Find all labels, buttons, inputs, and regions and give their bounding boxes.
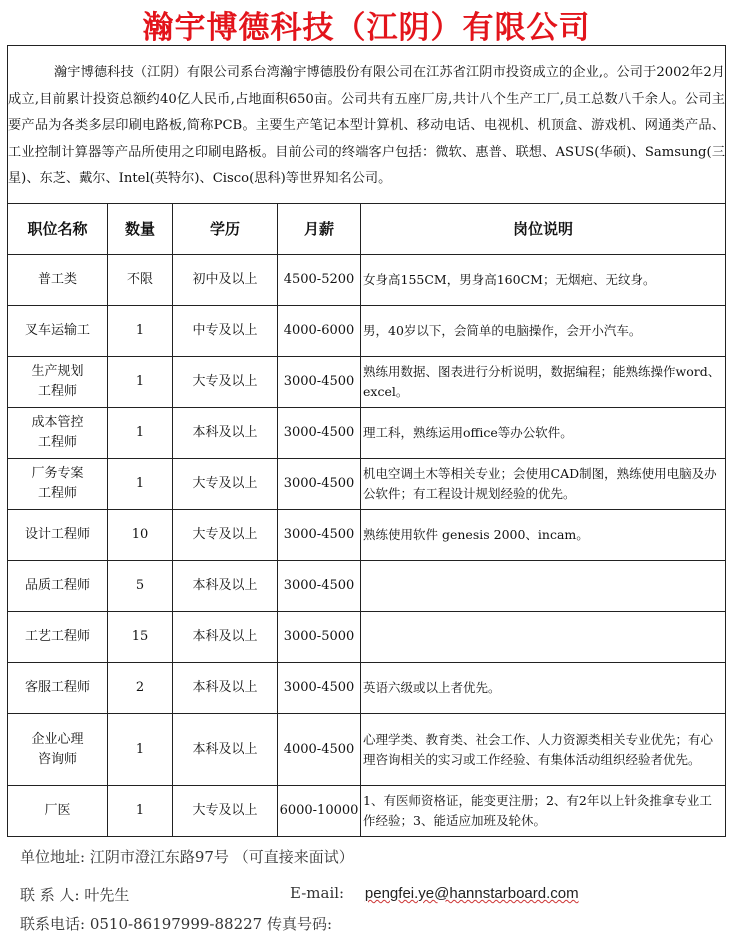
header-description: 岗位说明 (361, 204, 726, 255)
email-label: E-mail: (290, 884, 345, 902)
address-value: 江阴市澄江东路97号 （可直接来面试） (89, 848, 354, 866)
cell-description: 男，40岁以下，会简单的电脑操作，会开小汽车。 (361, 306, 726, 357)
cell-quantity: 1 (108, 357, 173, 408)
table-row (8, 612, 726, 663)
header-education: 学历 (173, 204, 278, 255)
header-quantity: 数量 (108, 204, 173, 255)
contact-line (20, 884, 579, 905)
cell-education: 本科及以上 (173, 612, 278, 663)
contact-value: 叶先生 (84, 886, 130, 904)
header-salary: 月薪 (278, 204, 361, 255)
cell-position: 生产规划工程师 (8, 357, 108, 408)
table-row (8, 306, 726, 357)
cell-education: 中专及以上 (173, 306, 278, 357)
cell-salary: 3000-4500 (278, 510, 361, 561)
header-position: 职位名称 (8, 204, 108, 255)
table-row (8, 714, 726, 786)
contact-label: 联 系 人: (20, 886, 80, 904)
cell-position: 叉车运输工 (8, 306, 108, 357)
cell-salary: 4000-4500 (278, 714, 361, 786)
cell-quantity: 2 (108, 663, 173, 714)
cell-position: 客服工程师 (8, 663, 108, 714)
phone-value: 0510-86197999-88227 (89, 915, 263, 933)
phone-line (20, 913, 332, 934)
cell-education: 本科及以上 (173, 561, 278, 612)
cell-education: 本科及以上 (173, 663, 278, 714)
table-row (8, 357, 726, 408)
cell-salary: 3000-4500 (278, 459, 361, 510)
cell-quantity: 5 (108, 561, 173, 612)
cell-salary: 6000-10000 (278, 786, 361, 837)
table-row (8, 663, 726, 714)
cell-quantity: 15 (108, 612, 173, 663)
cell-education: 大专及以上 (173, 510, 278, 561)
cell-quantity: 1 (108, 408, 173, 459)
cell-description: 理工科，熟练运用office等办公软件。 (361, 408, 726, 459)
cell-position: 厂务专案工程师 (8, 459, 108, 510)
cell-position: 厂医 (8, 786, 108, 837)
cell-quantity: 10 (108, 510, 173, 561)
cell-position: 普工类 (8, 255, 108, 306)
table-row (8, 510, 726, 561)
fax-label: 传真号码: (267, 915, 333, 933)
address-line (20, 846, 354, 867)
cell-position: 成本管控工程师 (8, 408, 108, 459)
cell-education: 大专及以上 (173, 459, 278, 510)
cell-description: 熟练用数据、图表进行分析说明，数据编程；能熟练操作word、excel。 (361, 357, 726, 408)
cell-description: 1、有医师资格证，能变更注册；2、有2年以上针灸推拿专业工作经验；3、能适应加班及轮休。 (361, 786, 726, 837)
cell-description: 心理学类、教育类、社会工作、人力资源类相关专业优先；有心理咨询相关的实习或工作经验、有集体活动组织经验者优先。 (361, 714, 726, 786)
cell-description (361, 612, 726, 663)
cell-position: 企业心理咨询师 (8, 714, 108, 786)
cell-education: 本科及以上 (173, 714, 278, 786)
cell-description (361, 561, 726, 612)
address-label: 单位地址: (20, 848, 86, 866)
cell-salary: 3000-4500 (278, 408, 361, 459)
job-table (7, 203, 726, 837)
cell-description: 英语六级或以上者优先。 (361, 663, 726, 714)
cell-description: 熟练使用软件 genesis 2000、incam。 (361, 510, 726, 561)
company-intro: 瀚宇博德科技（江阴）有限公司系台湾瀚宇博德股份有限公司在江苏省江阴市投资成立的企业,。公司于2002年2月成立,目前累计投资总额约40亿人民币,占地面积650亩。公司共有五座厂房,共计八个生产工厂,员工总数八千余人。公司主要产品为各类多层印刷电路板,简称PCB。主要生产笔记本型计算机、移动电话、电视机、机顶盒、游戏机、网通类产品、工业控制计算器等产品所使用之印刷电路板。目前公司的终端客户包括：微软、惠普、联想、ASUS(华硕)、Samsung(三星)、东芝、戴尔、Intel(英特尔)、Cisco(思科)等世界知名公司。 (7, 45, 726, 204)
cell-quantity: 不限 (108, 255, 173, 306)
cell-quantity: 1 (108, 459, 173, 510)
cell-description: 女身高155CM，男身高160CM；无烟疤、无纹身。 (361, 255, 726, 306)
table-row (8, 408, 726, 459)
table-row (8, 561, 726, 612)
cell-salary: 3000-4500 (278, 357, 361, 408)
cell-education: 大专及以上 (173, 357, 278, 408)
cell-quantity: 1 (108, 714, 173, 786)
cell-position: 设计工程师 (8, 510, 108, 561)
cell-quantity: 1 (108, 786, 173, 837)
cell-salary: 3000-4500 (278, 663, 361, 714)
cell-position: 工艺工程师 (8, 612, 108, 663)
phone-label: 联系电话: (20, 915, 86, 933)
cell-education: 大专及以上 (173, 786, 278, 837)
table-row (8, 459, 726, 510)
cell-salary: 4500-5200 (278, 255, 361, 306)
cell-description: 机电空调土木等相关专业；会使用CAD制图，熟练使用电脑及办公软件；有工程设计规划经验的优先。 (361, 459, 726, 510)
cell-salary: 3000-4500 (278, 561, 361, 612)
cell-education: 本科及以上 (173, 408, 278, 459)
email-link[interactable]: pengfei.ye@hannstarboard.com (364, 885, 579, 902)
cell-salary: 3000-5000 (278, 612, 361, 663)
company-title: 瀚宇博德科技（江阴）有限公司 (142, 10, 591, 46)
cell-quantity: 1 (108, 306, 173, 357)
table-header (8, 204, 726, 255)
cell-education: 初中及以上 (173, 255, 278, 306)
table-row (8, 786, 726, 837)
cell-position: 品质工程师 (8, 561, 108, 612)
cell-salary: 4000-6000 (278, 306, 361, 357)
table-row (8, 255, 726, 306)
